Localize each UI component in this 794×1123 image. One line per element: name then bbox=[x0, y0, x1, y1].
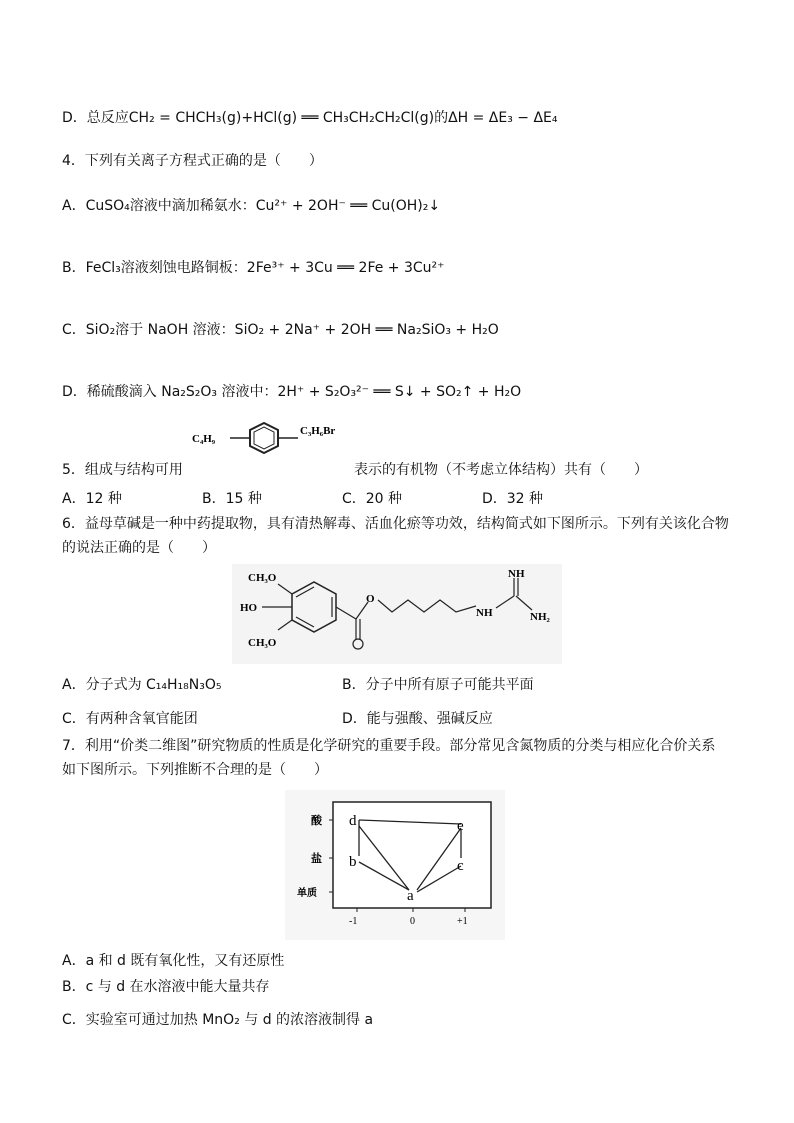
q6-hydroxyl: HO bbox=[240, 602, 258, 614]
q6-stem-1: 6．益母草碱是一种中药提取物，具有清热解毒、活血化瘀等功效，结构简式如下图所示。下列有关该化合物 bbox=[62, 516, 729, 532]
q7-option-c: C．实验室可通过加热 MnO₂ 与 d 的浓溶液制得 a bbox=[62, 1012, 374, 1028]
q4-option-a: A．CuSO₄溶液中滴加稀氨水：Cu²⁺ + 2OH⁻ ══ Cu(OH)₂↓ bbox=[62, 198, 441, 214]
q7-point-d: d bbox=[349, 813, 357, 829]
q6-option-b: B．分子中所有原子可能共平面 bbox=[342, 677, 534, 693]
q7-option-a: A．a 和 d 既有氧化性，又有还原性 bbox=[62, 953, 285, 969]
q4-option-c: C．SiO₂溶于 NaOH 溶液：SiO₂ + 2Na⁺ + 2OH ══ Na₂SiO₃ + H₂O bbox=[62, 322, 499, 338]
q6-stem-2: 的说法正确的是（ ） bbox=[62, 540, 216, 556]
q7-diagram bbox=[285, 790, 505, 940]
q6-ester-o: O bbox=[366, 593, 375, 605]
q5-stem-prefix: 5．组成与结构可用 bbox=[62, 462, 183, 478]
q7-point-a: a bbox=[407, 888, 414, 904]
q7-point-c: c bbox=[457, 858, 464, 874]
q5-option-d: D．32 种 bbox=[482, 491, 544, 507]
q6-nh2: NH₂ bbox=[530, 611, 550, 623]
q5-stem-suffix: 表示的有机物（不考虑立体结构）共有（ ） bbox=[354, 462, 648, 478]
q7-y-label-element: 单质 bbox=[297, 888, 317, 899]
q7-point-b: b bbox=[349, 854, 357, 870]
q4-option-b: B．FeCl₃溶液刻蚀电路铜板：2Fe³⁺ + 3Cu ══ 2Fe + 3Cu²⁺ bbox=[62, 260, 445, 276]
q7-stem-1: 7．利用“价类二维图”研究物质的性质是化学研究的重要手段。部分常见含氮物质的分类与相应化合价关系 bbox=[62, 738, 716, 754]
q6-option-d: D．能与强酸、强碱反应 bbox=[342, 711, 493, 727]
q7-option-b: B．c 与 d 在水溶液中能大量共存 bbox=[62, 979, 270, 995]
q7-y-label-salt: 盐 bbox=[311, 853, 322, 865]
q4-stem: 4．下列有关离子方程式正确的是（ ） bbox=[62, 153, 323, 169]
q7-x-label-minus1: -1 bbox=[349, 916, 358, 927]
q6-option-c: C．有两种含氧官能团 bbox=[62, 711, 198, 727]
q3-option-d: D．总反应CH₂ = CHCH₃(g)+HCl(g) ══ CH₃CH₂CH₂Cl(g)的ΔH = ΔE₃ − ΔE₄ bbox=[62, 110, 558, 126]
q6-structure bbox=[232, 564, 562, 664]
q5-option-b: B．15 种 bbox=[202, 491, 262, 507]
q6-imine-nh: NH bbox=[508, 568, 525, 580]
q7-stem-2: 如下图所示。下列推断不合理的是（ ） bbox=[62, 762, 328, 778]
q5-right-group: C₃H₆Br bbox=[300, 425, 336, 437]
q6-option-a: A．分子式为 C₁₄H₁₈N₃O₅ bbox=[62, 677, 222, 693]
q7-point-e: e bbox=[457, 818, 464, 834]
q7-y-label-acid: 酸 bbox=[311, 815, 322, 827]
q6-amine-nh: NH bbox=[476, 607, 493, 619]
q6-ome-bottom: CH₃O bbox=[248, 637, 277, 649]
q4-option-d: D．稀硫酸滴入 Na₂S₂O₃ 溶液中：2H⁺ + S₂O₃²⁻ ══ S↓ + SO₂↑ + H₂O bbox=[62, 384, 522, 400]
q5-structure bbox=[180, 420, 355, 470]
q5-left-group: C₄H₉ bbox=[192, 433, 216, 445]
q5-option-c: C．20 种 bbox=[342, 491, 403, 507]
q7-x-label-plus1: +1 bbox=[457, 916, 468, 927]
q6-ome-top: CH₃O bbox=[248, 572, 277, 584]
q5-option-a: A．12 种 bbox=[62, 491, 122, 507]
q7-x-label-0: 0 bbox=[410, 916, 415, 927]
